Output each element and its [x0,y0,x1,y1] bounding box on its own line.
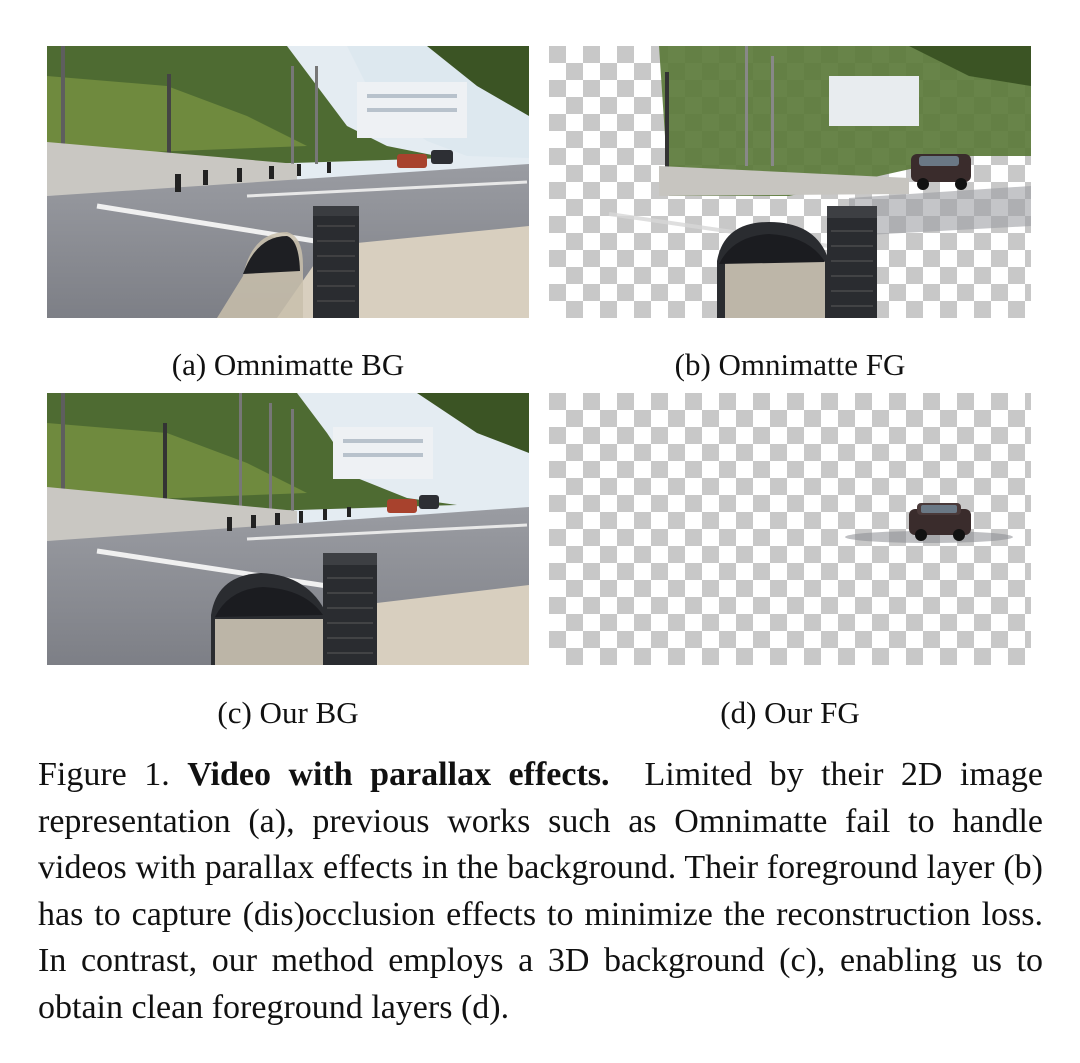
our-bg-image [47,393,529,665]
panel-omnimatte-fg [549,46,1031,318]
figure-body: Limited by their 2D image representation (a), previous works such as Omnimatte fail to handle videos with parallax effects in the background. Their foreground layer (b) has to capture (dis)occlusion effects to minimize the reconstruction loss. In contrast, our method employs a 3D background (c), enabling us to obtain clean foreground layers (d). [38,756,1044,1026]
caption-b: (b) Omnimatte FG [674,347,906,382]
our-fg-image [549,393,1031,665]
panel-our-bg [47,393,529,665]
caption-c: (c) Our BG [217,695,359,730]
figure-label: Figure 1. [38,756,170,793]
figure-title: Video with parallax effects. [187,756,610,793]
panel-omnimatte-bg [47,46,529,318]
caption-d: (d) Our FG [720,695,860,730]
omnimatte-fg-image [549,46,1031,318]
omnimatte-bg-image [47,46,529,318]
caption-a: (a) Omnimatte BG [171,347,405,382]
figure-caption [38,752,1043,1031]
panel-our-fg [549,393,1031,665]
